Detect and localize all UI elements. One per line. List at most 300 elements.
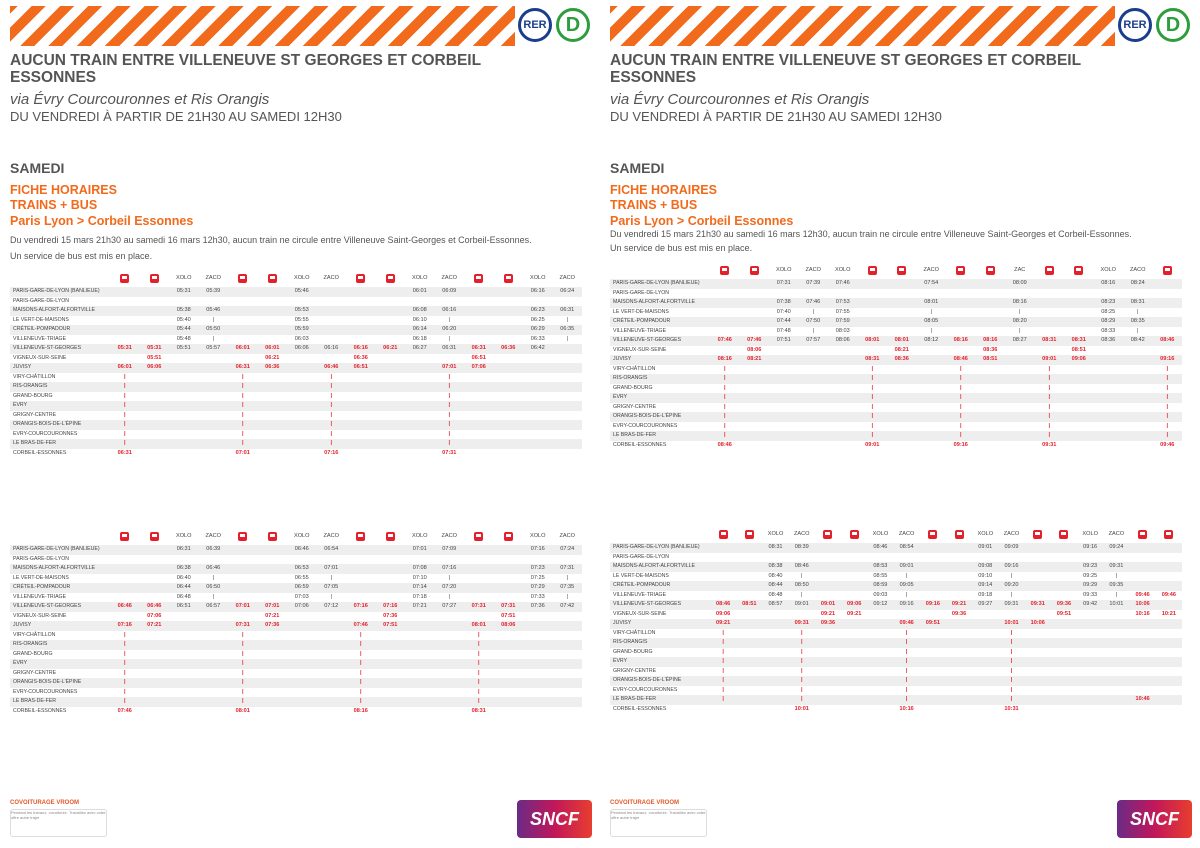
time-cell <box>1064 374 1094 384</box>
time-cell: | <box>448 392 451 399</box>
time-cell: 07:21 <box>265 612 280 619</box>
page-title: AUCUN TRAIN ENTRE VILLENEUVE ST GEORGES ET CORBEIL ESSONNES <box>610 52 1081 86</box>
time-cell <box>841 562 867 572</box>
time-cell <box>1156 629 1182 639</box>
time-cell <box>376 354 406 364</box>
time-cell <box>258 650 288 660</box>
time-cell <box>976 412 1006 422</box>
time-cell <box>920 667 946 677</box>
time-cell: 07:10 <box>412 574 427 581</box>
time-cell <box>199 707 229 717</box>
time-cell <box>815 581 841 591</box>
time-cell: | <box>959 422 962 429</box>
station-header <box>10 528 110 545</box>
time-cell <box>140 697 170 707</box>
time-cell: 05:53 <box>287 306 317 316</box>
time-cell: | <box>241 688 244 695</box>
time-cell: 06:50 <box>199 583 229 593</box>
time-cell <box>169 411 199 421</box>
time-cell <box>1153 346 1183 356</box>
time-cell <box>710 279 740 289</box>
time-cell: 09:27 <box>972 600 998 610</box>
time-cell <box>1064 441 1094 451</box>
time-cell: 05:40 <box>176 316 191 323</box>
time-cell <box>920 572 946 582</box>
time-cell: | <box>110 640 140 650</box>
bus-icon-header <box>920 526 946 543</box>
description-line-2: Un service de bus est mis en place. <box>610 243 753 253</box>
table-row <box>10 545 582 555</box>
time-cell <box>376 401 406 411</box>
table-row <box>610 553 1182 563</box>
time-cell <box>828 403 858 413</box>
time-cell: 07:31 <box>553 564 583 574</box>
time-cell <box>523 678 553 688</box>
bus-icon-header <box>258 528 288 545</box>
station-header <box>610 262 710 279</box>
time-cell <box>1130 581 1156 591</box>
table-row <box>10 574 582 584</box>
time-cell <box>1077 638 1103 648</box>
route-heading: Paris Lyon > Corbeil Essonnes <box>10 214 194 228</box>
time-cell <box>1005 346 1035 356</box>
time-cell: 07:20 <box>435 583 465 593</box>
time-cell <box>405 430 435 440</box>
day-heading: SAMEDI <box>10 160 65 176</box>
time-cell <box>140 411 170 421</box>
time-cell: | <box>723 384 726 391</box>
time-cell <box>1094 412 1124 422</box>
time-cell: | <box>1137 308 1139 315</box>
time-cell <box>1077 553 1103 563</box>
time-cell <box>346 564 376 574</box>
time-cell: | <box>123 669 126 676</box>
time-cell: | <box>858 431 888 441</box>
time-cell <box>1153 317 1183 327</box>
time-cell <box>1156 657 1182 667</box>
time-cell <box>887 327 917 337</box>
time-cell <box>1103 610 1129 620</box>
time-cell <box>376 439 406 449</box>
time-cell <box>169 373 199 383</box>
station-name: PARIS-GARE-DE-LYON <box>13 297 70 304</box>
table-row <box>610 629 1182 639</box>
time-cell <box>553 707 583 717</box>
time-cell: 08:06 <box>494 621 524 631</box>
table-row <box>10 335 582 345</box>
time-cell <box>523 297 553 307</box>
time-cell <box>523 631 553 641</box>
time-cell: 08:46 <box>867 543 893 553</box>
time-cell <box>523 555 553 565</box>
station-name: LE VERT-DE-MAISONS <box>13 574 69 581</box>
time-cell: 08:46 <box>717 441 732 448</box>
station-name: VIGNEUX-SUR-SEINE <box>613 610 667 617</box>
time-cell <box>110 564 140 574</box>
time-cell <box>376 650 406 660</box>
bus-icon <box>1164 530 1173 539</box>
station-name: VIRY-CHÂTILLON <box>613 365 656 372</box>
time-cell <box>140 574 170 584</box>
time-cell <box>287 411 317 421</box>
time-cell <box>110 325 140 335</box>
time-cell <box>287 392 317 402</box>
time-cell <box>740 412 770 422</box>
time-cell <box>199 401 229 411</box>
time-cell: | <box>317 401 347 411</box>
time-cell: 08:51 <box>1071 346 1086 353</box>
time-cell <box>553 555 583 565</box>
time-cell <box>894 553 920 563</box>
time-cell <box>1051 638 1077 648</box>
time-cell <box>841 553 867 563</box>
station-name: GRIGNY-CENTRE <box>13 669 57 676</box>
time-cell <box>376 420 406 430</box>
time-cell <box>553 688 583 698</box>
time-cell <box>405 612 435 622</box>
time-cell <box>736 543 762 553</box>
time-cell: | <box>241 650 244 657</box>
time-cell: | <box>212 335 214 342</box>
time-cell <box>972 619 998 629</box>
time-cell <box>523 688 553 698</box>
time-cell <box>1103 686 1129 696</box>
time-cell: | <box>1153 374 1183 384</box>
time-cell: 07:46 <box>799 298 829 308</box>
time-cell <box>740 365 770 375</box>
time-cell: 07:27 <box>435 602 465 612</box>
time-cell: | <box>123 650 126 657</box>
time-cell: | <box>1010 591 1013 598</box>
time-cell <box>769 412 799 422</box>
time-cell <box>710 327 740 337</box>
bus-icon <box>1059 530 1068 539</box>
time-cell <box>841 572 867 582</box>
time-cell <box>828 346 858 356</box>
time-cell: 07:53 <box>828 298 858 308</box>
time-cell <box>762 695 788 705</box>
time-cell <box>228 612 258 622</box>
time-cell <box>523 707 553 717</box>
table-row <box>610 638 1182 648</box>
time-cell <box>1051 572 1077 582</box>
time-cell <box>1077 686 1103 696</box>
time-cell <box>169 621 199 631</box>
time-cell: 08:21 <box>894 346 909 353</box>
time-cell <box>920 705 946 715</box>
time-cell: | <box>1010 648 1013 655</box>
time-cell <box>1123 412 1153 422</box>
time-cell: 09:36 <box>951 610 967 617</box>
table-row <box>610 695 1182 705</box>
time-cell: | <box>800 667 803 674</box>
time-cell: 09:31 <box>998 600 1024 610</box>
time-cell: 08:27 <box>1005 336 1035 346</box>
time-cell <box>789 553 815 563</box>
time-cell <box>140 555 170 565</box>
time-cell <box>494 297 524 307</box>
time-cell <box>828 393 858 403</box>
time-cell: 05:31 <box>169 287 199 297</box>
time-cell <box>1123 393 1153 403</box>
time-cell: 07:33 <box>530 593 545 600</box>
time-cell <box>287 650 317 660</box>
time-cell: | <box>1166 422 1169 429</box>
bus-icon-header <box>976 262 1006 279</box>
time-cell: 06:16 <box>317 344 347 354</box>
time-cell <box>405 401 435 411</box>
time-cell: 09:06 <box>841 600 867 610</box>
time-cell: 05:48 <box>176 335 191 342</box>
time-cell <box>972 686 998 696</box>
time-cell <box>1130 619 1156 629</box>
time-cell <box>258 545 288 555</box>
time-cell <box>1025 676 1051 686</box>
time-cell <box>228 583 258 593</box>
time-cell <box>769 441 799 451</box>
time-cell <box>464 316 494 326</box>
time-cell: 06:51 <box>169 602 199 612</box>
time-cell <box>376 564 406 574</box>
time-cell: | <box>723 365 726 372</box>
bus-icon <box>386 532 395 541</box>
train-code-header: ZACO <box>799 262 829 279</box>
bus-icon <box>897 266 906 275</box>
time-cell <box>740 317 770 327</box>
time-cell <box>405 650 435 660</box>
time-cell: 08:31 <box>1035 336 1065 346</box>
time-cell <box>1005 365 1035 375</box>
station-name: JUVISY <box>10 363 110 373</box>
time-cell <box>917 355 947 365</box>
description-line-1: Du vendredi 15 mars 21h30 au samedi 16 mars 12h30, aucun train ne circule entre Villeneuve Saint-Georges et Corbeil-Essonnes. <box>610 229 1132 239</box>
time-cell <box>140 306 170 316</box>
time-cell <box>169 401 199 411</box>
time-cell <box>258 555 288 565</box>
time-cell <box>553 621 583 631</box>
time-cell <box>1094 374 1124 384</box>
bus-icon <box>150 532 159 541</box>
table-row <box>10 612 582 622</box>
time-cell <box>858 317 888 327</box>
rer-logo: RER <box>1118 8 1152 42</box>
time-cell: | <box>1153 393 1183 403</box>
time-cell <box>710 298 740 308</box>
time-cell: 08:54 <box>894 543 920 553</box>
time-cell <box>841 686 867 696</box>
table-header-row <box>610 262 1182 279</box>
time-cell <box>464 593 494 603</box>
bus-icon <box>850 530 859 539</box>
bus-icon <box>1033 530 1042 539</box>
bus-icon <box>986 266 995 275</box>
time-cell <box>464 555 494 565</box>
time-cell: | <box>801 572 803 579</box>
time-cell: 06:31 <box>228 363 258 373</box>
time-cell <box>287 439 317 449</box>
time-cell <box>287 707 317 717</box>
time-cell: | <box>448 373 451 380</box>
time-cell <box>762 638 788 648</box>
time-cell <box>1051 591 1077 601</box>
time-cell: | <box>448 411 451 418</box>
time-cell <box>736 657 762 667</box>
time-cell <box>1005 431 1035 441</box>
time-cell <box>736 553 762 563</box>
time-cell: 09:46 <box>894 619 920 629</box>
vroom-label: VROOM <box>656 800 680 806</box>
time-cell <box>317 669 347 679</box>
bus-icon <box>356 532 365 541</box>
time-cell: | <box>789 695 815 705</box>
time-cell <box>405 631 435 641</box>
time-cell <box>258 382 288 392</box>
time-cell <box>841 619 867 629</box>
train-code-header: ZACO <box>199 270 229 287</box>
bus-icon-header <box>228 270 258 287</box>
time-cell <box>1156 676 1182 686</box>
train-code-header: XOLO <box>972 526 998 543</box>
time-cell <box>1094 441 1124 451</box>
time-cell <box>287 697 317 707</box>
time-cell <box>553 659 583 669</box>
bus-icon-header <box>228 528 258 545</box>
time-cell <box>435 707 465 717</box>
time-cell <box>435 555 465 565</box>
time-cell: 08:21 <box>740 355 770 365</box>
time-cell: | <box>710 412 740 422</box>
time-cell: | <box>212 593 214 600</box>
train-code-header: XOLO <box>169 528 199 545</box>
time-cell: 08:01 <box>464 621 494 631</box>
bus-icon-header <box>736 526 762 543</box>
time-cell <box>110 287 140 297</box>
time-cell <box>110 583 140 593</box>
time-cell <box>1051 657 1077 667</box>
time-cell: 09:01 <box>1035 355 1065 365</box>
time-cell <box>946 572 972 582</box>
table-row <box>610 412 1182 422</box>
time-cell <box>710 308 740 318</box>
time-cell: | <box>123 392 126 399</box>
time-cell <box>169 297 199 307</box>
time-cell: | <box>110 382 140 392</box>
table-row <box>10 707 582 717</box>
time-cell <box>1153 308 1183 318</box>
time-cell <box>1064 384 1094 394</box>
time-cell <box>464 439 494 449</box>
time-cell <box>867 619 893 629</box>
time-cell <box>464 564 494 574</box>
time-cell <box>972 705 998 715</box>
time-cell <box>946 657 972 667</box>
time-cell <box>815 629 841 639</box>
time-cell <box>523 420 553 430</box>
time-cell: 07:50 <box>799 317 829 327</box>
table-row <box>10 363 582 373</box>
time-cell <box>169 659 199 669</box>
time-cell <box>435 612 465 622</box>
time-cell: | <box>566 335 568 342</box>
time-cell <box>199 297 229 307</box>
time-cell <box>1130 572 1156 582</box>
time-cell: | <box>801 591 803 598</box>
time-cell <box>976 374 1006 384</box>
time-cell <box>1064 365 1094 375</box>
time-cell: | <box>871 422 874 429</box>
time-cell <box>858 298 888 308</box>
time-cell <box>140 297 170 307</box>
time-cell <box>228 325 258 335</box>
time-cell <box>494 420 524 430</box>
time-cell <box>799 289 829 299</box>
time-cell: 05:46 <box>199 306 229 316</box>
time-cell <box>841 676 867 686</box>
time-cell <box>1025 572 1051 582</box>
station-name: VIGNEUX-SUR-SEINE <box>613 346 667 353</box>
time-cell <box>887 289 917 299</box>
bus-icon-header <box>110 270 140 287</box>
time-cell <box>799 355 829 365</box>
time-cell: 07:51 <box>501 612 516 619</box>
time-cell <box>228 297 258 307</box>
time-cell: 09:35 <box>1103 581 1129 591</box>
time-cell <box>494 354 524 364</box>
time-cell <box>920 553 946 563</box>
time-cell <box>287 621 317 631</box>
time-cell <box>1051 543 1077 553</box>
time-cell <box>841 591 867 601</box>
time-cell: 09:06 <box>1064 355 1094 365</box>
time-cell: 06:48 <box>176 593 191 600</box>
time-cell <box>769 289 799 299</box>
time-cell <box>287 678 317 688</box>
time-cell: 07:31 <box>769 279 799 289</box>
time-cell: | <box>1153 412 1183 422</box>
time-cell: | <box>871 365 874 372</box>
time-cell: 07:46 <box>828 279 858 289</box>
time-cell <box>1156 581 1182 591</box>
time-cell <box>553 420 583 430</box>
time-cell: 09:14 <box>972 581 998 591</box>
bus-icon-header <box>494 528 524 545</box>
time-cell: 06:21 <box>265 354 280 361</box>
time-cell: 07:31 <box>228 621 258 631</box>
time-cell: 06:31 <box>464 344 494 354</box>
time-cell: 08:16 <box>976 336 1006 346</box>
bus-icon <box>823 530 832 539</box>
time-cell <box>1005 374 1035 384</box>
bus-icon-header <box>140 270 170 287</box>
time-cell <box>815 638 841 648</box>
bus-icon-header <box>110 528 140 545</box>
time-cell <box>376 583 406 593</box>
time-cell <box>199 449 229 459</box>
time-cell <box>858 346 888 356</box>
time-cell <box>376 449 406 459</box>
time-cell <box>789 610 815 620</box>
time-cell <box>1156 667 1182 677</box>
time-cell <box>258 373 288 383</box>
time-cell <box>553 439 583 449</box>
table-row <box>10 669 582 679</box>
time-cell: | <box>464 659 494 669</box>
time-cell <box>1077 667 1103 677</box>
time-cell: 10:01 <box>998 619 1024 629</box>
time-cell <box>972 610 998 620</box>
time-cell: 06:24 <box>553 287 583 297</box>
time-cell: 07:16 <box>523 545 553 555</box>
